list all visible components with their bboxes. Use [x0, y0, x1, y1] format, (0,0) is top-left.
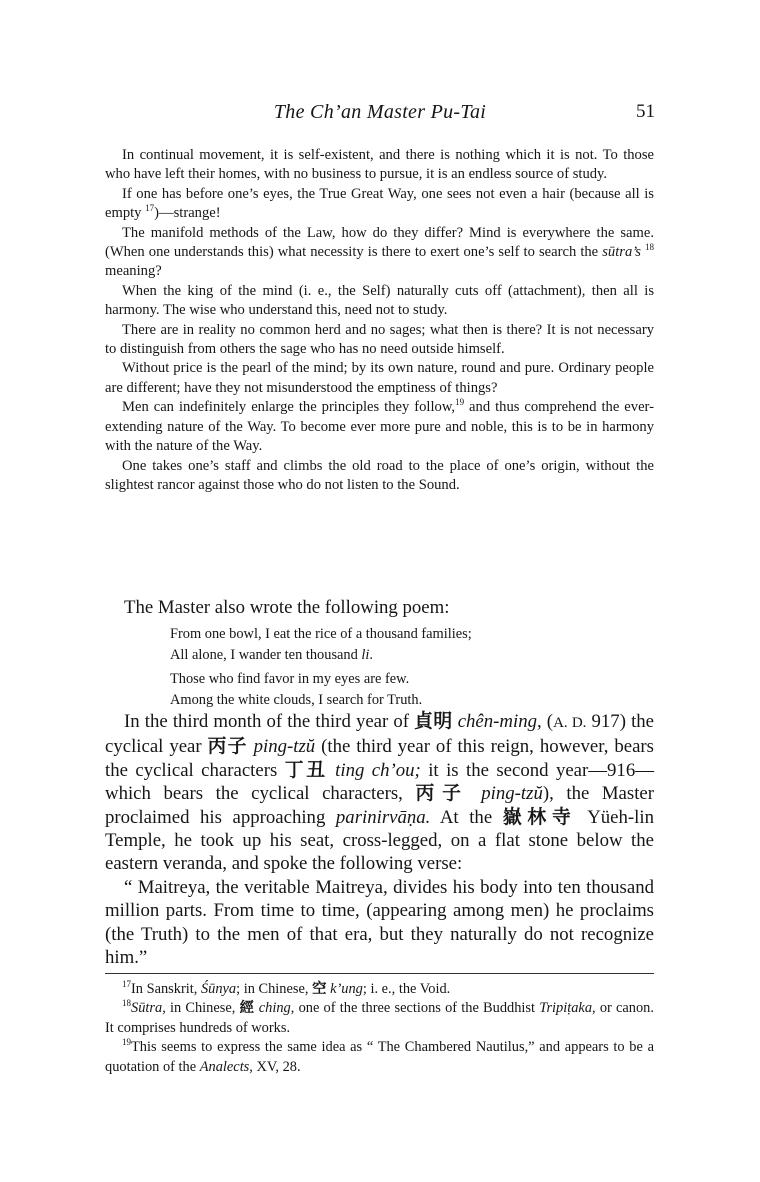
- chinese-characters: 丙子: [207, 736, 248, 758]
- chinese-characters: 丙子: [415, 783, 469, 805]
- footnote-ref[interactable]: 19: [455, 397, 465, 408]
- verse-paragraph: When the king of the mind (i. e., the Self) naturally cuts off (attachment), then all is harmony. The wise who understand this, need not to study.: [105, 282, 654, 319]
- footnote-17: $^{17}$In Sanskrit, Śūnya; in Chinese, 空 k’ung; i. e., the Void.: [122, 979, 451, 997]
- main-paragraph: In the third month of the third year of 貞明 chên-ming, (A. D. 917) the cyclical year 丙子 ping-tzŭ (the third year of this reign, however, bears the cyclical characters 丁丑 ting ch’ou; it is the second year—916—which bears the cyclical characters, 丙子 ping-tzŭ), the Master proclaimed his approaching parinirvāṇa. At the 嶽林寺 Yüeh-lin Temple, he took up his seat, cross-legged, on a flat stone below the eastern veranda, and spoke the following verse:: [105, 711, 655, 875]
- poem-line: Among the white clouds, I search for Truth.: [170, 691, 423, 708]
- verse-paragraph: One takes one’s staff and climbs the old road to the place of one’s origin, without the slightest rancor against those who do not listen to the Sound.: [105, 457, 654, 493]
- poem-line: Those who find favor in my eyes are few.: [170, 671, 410, 687]
- footnote-18: $^{18}$Sūtra, in Chinese, 經 ching, one of the three sections of the Buddhist Tripiṭaka, or canon. It comprises hundreds of works.: [105, 998, 654, 1036]
- footnotes: [105, 980, 654, 1077]
- main-paragraph: “ Maitreya, the veritable Maitreya, divides his body into ten thousand million parts. From time to time, (appearing among men) he proclaims (the Truth) to the men of that era, but they naturally do not recognize him.”: [105, 876, 654, 969]
- footnote-ref[interactable]: 18: [645, 242, 655, 253]
- verse-paragraph: The manifold methods of the Law, how do they differ? Mind is everywhere the same. (When one understands this) what necessity is there to exert one’s self to search the sūtra’s $^{18}$ meaning?: [105, 224, 655, 280]
- poem-intro: The Master also wrote the following poem:: [124, 597, 450, 618]
- verse-section: [105, 146, 654, 495]
- footnote-number: 18: [122, 998, 131, 1009]
- footnote-number: 17: [122, 979, 131, 990]
- page-header: [105, 101, 655, 131]
- chinese-characters: 空: [312, 981, 327, 997]
- verse-paragraph: Without price is the pearl of the mind; by its own nature, round and pure. Ordinary people are different; have they not misunderstood the emptiness of things?: [105, 360, 654, 396]
- verse-paragraph: In continual movement, it is self-existent, and there is nothing which it is not. To those who have left their homes, with no business to pursue, it is an endless source of study.: [105, 147, 654, 183]
- page-number: 51: [636, 101, 655, 122]
- verse-paragraph: Men can indefinitely enlarge the principles they follow,$^{19}$ and thus comprehend the ever-extending nature of the Way. To become ever more pure and noble, this is to be in harmony with the nature of the Way.: [105, 397, 654, 455]
- chinese-characters: 貞明: [414, 711, 453, 732]
- chinese-characters: 丁丑: [284, 759, 328, 781]
- main-text: [105, 710, 654, 969]
- chinese-characters: 經: [239, 1000, 255, 1017]
- verse-paragraph: There are in reality no common herd and no sages; what then is there? It is not necessary to distinguish from others the sage who has no need outside himself.: [105, 321, 654, 358]
- footnote-divider: [105, 973, 654, 974]
- chinese-characters: 嶽林寺: [502, 806, 577, 828]
- footnote-ref[interactable]: 17: [145, 203, 155, 214]
- footnote-number: 19: [122, 1037, 131, 1048]
- verse-paragraph: If one has before one’s eyes, the True Great Way, one sees not even a hair (because all is empty $^{17}$)—strange!: [105, 185, 654, 222]
- poem-line: From one bowl, I eat the rice of a thousand families;: [170, 626, 472, 642]
- running-title: The Ch’an Master Pu-Tai: [273, 101, 487, 123]
- footnote-19: $^{19}$This seems to express the same idea as “ The Chambered Nautilus,” and appears to be a quotation of the Analects, XV, 28.: [105, 1037, 654, 1075]
- poem: [170, 624, 472, 710]
- poem-line: All alone, I wander ten thousand li.: [170, 646, 374, 663]
